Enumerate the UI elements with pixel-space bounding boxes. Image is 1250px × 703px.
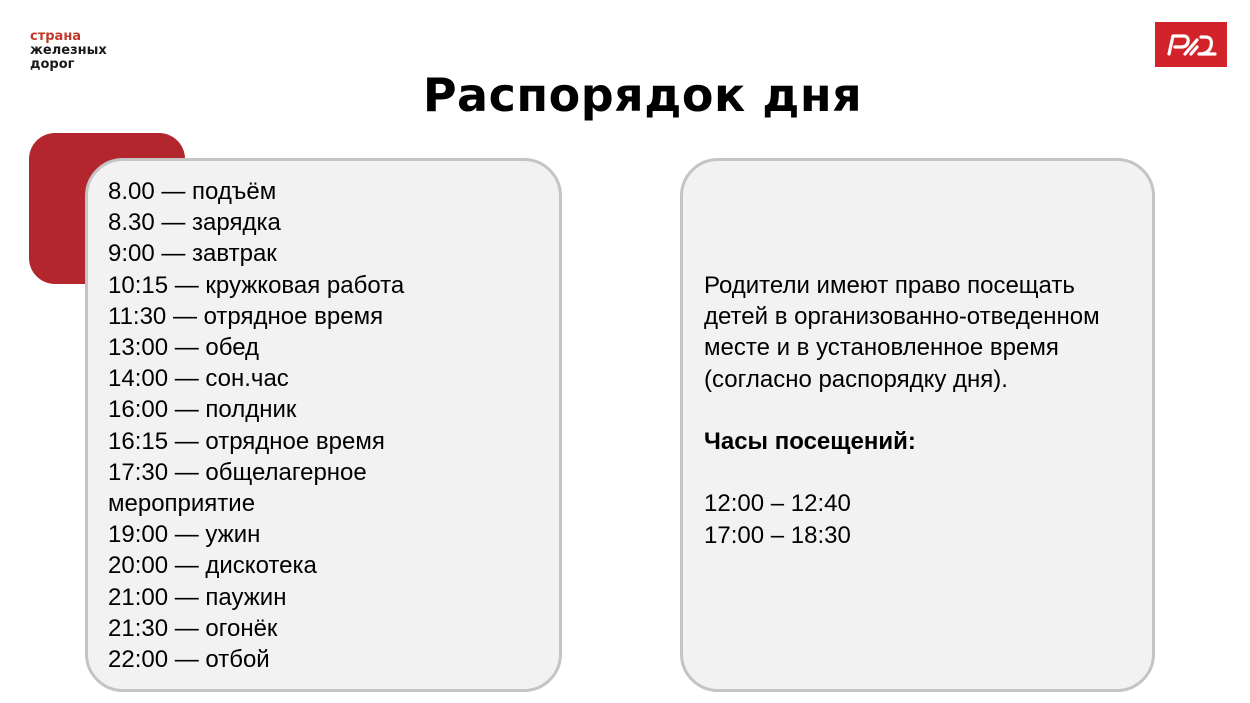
visiting-hours-heading: Часы посещений: — [704, 428, 916, 455]
schedule-item: 16:00 — полдник — [108, 396, 297, 424]
schedule-item: 20:00 — дискотека — [108, 552, 317, 580]
schedule-item: 22:00 — отбой — [108, 646, 270, 674]
schedule-item: 14:00 — сон.час — [108, 365, 289, 393]
schedule-item: 17:30 — общелагерное — [108, 458, 367, 486]
brand-wordmark — [30, 30, 107, 72]
schedule-list — [108, 176, 548, 675]
schedule-item: 8.30 — зарядка — [108, 209, 281, 237]
brand-line-1: страна — [30, 29, 82, 44]
schedule-item: 21:00 — паужин — [108, 583, 287, 611]
schedule-item: 16:15 — отрядное время — [108, 427, 385, 455]
schedule-item: 13:00 — обед — [108, 334, 260, 362]
visiting-hours-item: 17:00 – 18:30 — [704, 521, 851, 549]
schedule-item: 8.00 — подъём — [108, 178, 277, 205]
rzd-logo-icon — [1155, 22, 1227, 67]
visiting-paragraph: Родители имеют право посещать детей в организованно-отведенном месте и в установленное время (согласно распорядку дня). — [704, 272, 1100, 393]
schedule-item: 10:15 — кружковая работа — [108, 271, 405, 299]
schedule-item: мероприятие — [108, 490, 256, 518]
schedule-item: 19:00 — ужин — [108, 521, 261, 549]
spacer — [704, 395, 1144, 426]
rzd-logo-glyph — [1163, 32, 1219, 58]
schedule-item: 9:00 — завтрак — [108, 240, 277, 268]
page-title: Распорядок дня — [422, 68, 863, 122]
spacer — [704, 457, 1144, 488]
schedule-item: 11:30 — отрядное время — [108, 302, 384, 330]
schedule-item: 21:30 — огонёк — [108, 614, 278, 642]
visiting-hours-item: 12:00 – 12:40 — [704, 490, 851, 518]
brand-line-2: железных — [30, 43, 107, 58]
brand-line-3: дорог — [30, 57, 75, 72]
visiting-info — [704, 270, 1144, 551]
